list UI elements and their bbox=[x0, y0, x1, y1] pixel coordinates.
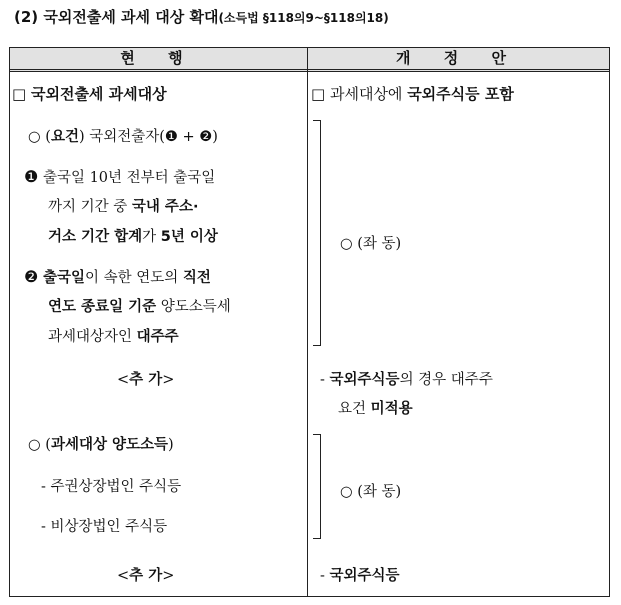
req-desc: ) 국외전출자( bbox=[78, 129, 165, 145]
tax-paren-open: ( bbox=[45, 437, 51, 453]
tax-paren-close: ) bbox=[168, 437, 174, 453]
proposed-heading-text-b: 국외주식등 포함 bbox=[407, 85, 514, 103]
add1-text: 추 가 bbox=[129, 372, 163, 388]
tax-label: 과세대상 양도소득 bbox=[50, 437, 169, 453]
add1-open: < bbox=[117, 372, 130, 388]
condition-1-text-3b: 가 bbox=[142, 229, 161, 245]
bracket-right-2 bbox=[313, 434, 321, 539]
section-title-ref: (소득법 §118의9~§118의18) bbox=[218, 11, 389, 25]
condition-1-line-1 bbox=[24, 166, 215, 187]
column-divider bbox=[307, 48, 308, 596]
condition-2-text-2a: 연도 종료일 기준 bbox=[48, 299, 157, 315]
circle-bullet-icon: ○ bbox=[28, 129, 41, 145]
dash-item-listed: - 주권상장법인 주식등 bbox=[41, 479, 182, 495]
proposed-heading bbox=[311, 83, 514, 104]
add2-open: < bbox=[117, 568, 130, 584]
foreign-stock-note-line-2 bbox=[338, 397, 413, 418]
foreign-stock-label: 국외주식등 bbox=[329, 372, 400, 388]
last-dash: - bbox=[320, 568, 330, 584]
requirement-word: 요건 bbox=[338, 401, 371, 417]
condition-2-line-3 bbox=[48, 325, 179, 346]
add1-close: > bbox=[162, 372, 175, 388]
header-proposed: 개 정 안 bbox=[396, 49, 520, 67]
not-applied-label: 미적용 bbox=[370, 401, 413, 417]
condition-1-line-3 bbox=[48, 225, 218, 246]
current-heading bbox=[12, 83, 167, 104]
same-as-left-1: ○ (좌 동) bbox=[340, 236, 402, 252]
req-formula: ❶ + ❷ bbox=[164, 129, 213, 145]
foreign-stock-item: 국외주식등 bbox=[329, 568, 400, 584]
section-title-main: (2) 국외전출세 과세 대상 확대 bbox=[14, 8, 219, 26]
condition-2-text-1b: 이 속한 연도의 bbox=[84, 270, 183, 286]
condition-1-text-2a: 까지 기간 중 bbox=[48, 199, 132, 215]
condition-1-text-3a: 거소 기간 합계 bbox=[48, 229, 143, 245]
bracket-right-1 bbox=[313, 120, 321, 346]
header-current: 현 행 bbox=[120, 49, 197, 67]
condition-2-line-2 bbox=[48, 295, 231, 316]
proposed-heading-text-a: 과세대상에 bbox=[329, 85, 408, 103]
comparison-table bbox=[9, 47, 610, 597]
add2-text: 추 가 bbox=[129, 568, 163, 584]
number-two-icon: ❷ bbox=[24, 267, 39, 286]
foreign-dash: - bbox=[320, 372, 330, 388]
requirement-line bbox=[28, 125, 218, 146]
current-heading-text: 국외전출세 과세대상 bbox=[30, 85, 167, 103]
condition-1-text-3c: 5년 이상 bbox=[160, 229, 218, 245]
taxable-income-line bbox=[28, 433, 174, 454]
condition-2-line-1 bbox=[24, 266, 211, 287]
condition-1-line-2 bbox=[48, 195, 198, 216]
circle-bullet-icon: ○ bbox=[28, 437, 41, 453]
foreign-stock-note-line-1 bbox=[320, 368, 493, 389]
table-header bbox=[10, 48, 609, 72]
condition-2-text-3b: 대주주 bbox=[136, 329, 179, 345]
checkbox-square-icon: □ bbox=[311, 85, 326, 103]
dash-item-unlisted: - 비상장법인 주식등 bbox=[41, 519, 168, 535]
req-paren-open: ( bbox=[45, 129, 51, 145]
section-title bbox=[14, 6, 389, 27]
checkbox-square-icon: □ bbox=[12, 85, 27, 103]
condition-1-text-1: 출국일 10년 전부터 출국일 bbox=[42, 170, 216, 186]
add2-close: > bbox=[162, 568, 175, 584]
current-addition-1 bbox=[117, 368, 174, 389]
number-one-icon: ❶ bbox=[24, 167, 39, 186]
foreign-stock-desc: 의 경우 대주주 bbox=[399, 372, 493, 388]
current-addition-2 bbox=[117, 564, 174, 585]
req-label: 요건 bbox=[50, 129, 79, 145]
condition-2-text-1a: 출국일 bbox=[42, 270, 85, 286]
condition-2-text-3a: 과세대상자인 bbox=[48, 329, 137, 345]
req-paren-close: ) bbox=[212, 129, 218, 145]
same-as-left-2: ○ (좌 동) bbox=[340, 484, 402, 500]
proposed-addition bbox=[320, 564, 400, 585]
condition-1-text-2b: 국내 주소· bbox=[131, 199, 199, 215]
condition-2-text-1c: 직전 bbox=[182, 270, 211, 286]
condition-2-text-2b: 양도소득세 bbox=[156, 299, 231, 315]
